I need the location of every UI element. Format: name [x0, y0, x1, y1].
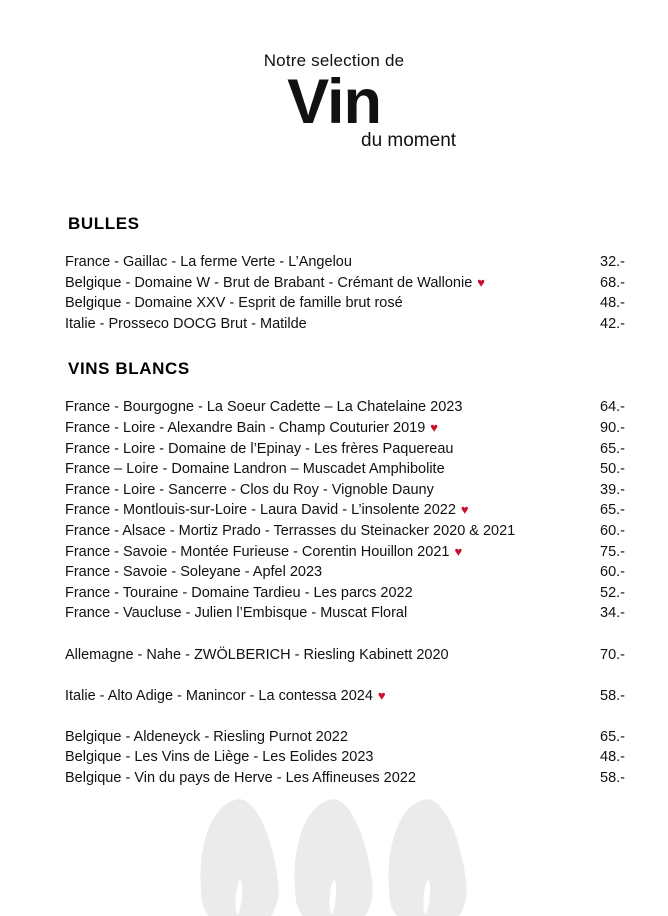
menu-item-price: 75.- [600, 543, 625, 560]
heart-icon: ♥ [454, 543, 463, 559]
menu-row-spacer [0, 706, 668, 727]
menu-item-price: 70.- [600, 646, 625, 663]
menu-item-name: France - Gaillac - La ferme Verte - L’Angelou [65, 254, 352, 270]
heart-icon: ♥ [377, 687, 386, 703]
menu-item-price: 68.- [600, 274, 625, 291]
heart-icon: ♥ [477, 274, 485, 290]
menu-item-name: Italie - Prosseco DOCG Brut - Matilde [65, 315, 307, 332]
menu-item-row[interactable] [0, 747, 668, 768]
menu-item-name: Belgique - Domaine XXV - Esprit de famille brut rosé [65, 295, 403, 312]
menu-item-row[interactable] [0, 314, 668, 335]
menu-item-label [65, 500, 469, 521]
menu-item-price: 32.- [600, 254, 625, 270]
menu-item-row[interactable] [0, 293, 668, 314]
menu-item-name: France - Savoie - Soleyane - Apfel 2023 [65, 564, 323, 581]
menu-item-name: France - Loire - Domaine de l’Epinay - Les frères Paquereau [65, 440, 454, 457]
menu-item-label [65, 418, 438, 439]
menu-item-row[interactable] [0, 480, 668, 501]
menu-item-label [65, 459, 445, 480]
menu-item-row[interactable] [0, 418, 668, 439]
menu-item-name: France - Vaucluse - Julien l’Embisque - Muscat Floral [65, 605, 408, 622]
menu-item-row[interactable] [0, 439, 668, 460]
menu-subtitle: du moment [361, 130, 457, 151]
section-heading: VINS BLANCS [68, 359, 190, 379]
menu-item-row[interactable] [0, 603, 668, 624]
menu-item-row[interactable] [0, 727, 668, 748]
menu-item-price: 90.- [600, 419, 625, 436]
menu-item-label [65, 273, 485, 294]
menu-item-price: 60.- [600, 522, 625, 539]
menu-row-spacer [0, 665, 668, 686]
menu-item-label [65, 293, 403, 314]
menu-item-name: Belgique - Les Vins de Liège - Les Eolides 2023 [65, 749, 374, 766]
heart-icon: ♥ [430, 419, 438, 435]
menu-item-label [65, 747, 373, 768]
menu-item-label [65, 727, 348, 748]
menu-title-block [0, 0, 668, 157]
menu-item-price: 65.- [600, 728, 625, 745]
menu-item-price: 50.- [600, 461, 625, 478]
leaf-shape-icon [190, 796, 284, 916]
menu-item-label [65, 542, 462, 563]
menu-item-label [65, 603, 407, 624]
menu-row-list [0, 397, 668, 788]
menu-item-row[interactable] [0, 252, 668, 273]
menu-item-label [65, 686, 386, 707]
menu-item-row[interactable] [0, 397, 668, 418]
menu-item-price: 48.- [600, 749, 625, 766]
menu-item-row[interactable] [0, 500, 668, 521]
menu-item-label [65, 645, 449, 666]
menu-row-spacer [0, 624, 668, 645]
menu-item-name: Belgique - Domaine W - Brut de Brabant - Crémant de Wallonie [65, 274, 473, 291]
menu-item-price: 52.- [600, 584, 625, 601]
menu-row-list [0, 252, 668, 334]
menu-item-row[interactable] [0, 768, 668, 789]
menu-item-price: 58.- [600, 687, 625, 704]
leaf-shape-icon [378, 796, 472, 916]
menu-item-name: France – Loire - Domaine Landron – Muscadet Amphibolite [65, 461, 445, 478]
menu-item-label [65, 583, 413, 604]
menu-item-name: Belgique - Aldeneyck - Riesling Purnot 2022 [65, 728, 348, 745]
menu-item-label [65, 480, 434, 501]
menu-item-name: France - Savoie - Montée Furieuse - Corentin Houillon 2021 [65, 543, 450, 560]
page-title: Vin [287, 67, 381, 137]
menu-item-name: France - Montlouis-sur-Loire - Laura David - L’insolente 2022 [65, 502, 456, 519]
menu-item-name: France - Loire - Alexandre Bain - Champ Couturier 2019 [65, 419, 426, 436]
menu-item-row[interactable] [0, 273, 668, 294]
menu-title-row [0, 67, 668, 137]
menu-item-row[interactable] [0, 562, 668, 583]
menu-item-price: 64.- [600, 399, 625, 416]
menu-item-label [65, 397, 462, 418]
section-heading: BULLES [68, 214, 140, 233]
heart-icon: ♥ [460, 502, 469, 518]
menu-item-price: 39.- [600, 481, 625, 498]
menu-sections [0, 215, 668, 789]
menu-item-name: France - Bourgogne - La Soeur Cadette – La Chatelaine 2023 [65, 399, 463, 416]
menu-item-row[interactable] [0, 583, 668, 604]
menu-item-row[interactable] [0, 645, 668, 666]
menu-item-label [65, 521, 515, 542]
menu-item-label [65, 768, 416, 789]
menu-item-label [65, 252, 352, 273]
menu-item-price: 42.- [600, 315, 625, 332]
menu-item-name: France - Alsace - Mortiz Prado - Terrasses du Steinacker 2020 & 2021 [65, 522, 516, 539]
menu-item-name: Belgique - Vin du pays de Herve - Les Affineuses 2022 [65, 770, 416, 787]
menu-item-label [65, 439, 453, 460]
menu-item-price: 60.- [600, 564, 625, 581]
menu-item-name: Italie - Alto Adige - Manincor - La contessa 2024 [65, 687, 373, 704]
leaf-watermark [0, 796, 668, 916]
leaf-shape-icon [284, 796, 378, 916]
menu-item-price: 65.- [600, 440, 625, 457]
menu-item-name: France - Touraine - Domaine Tardieu - Les parcs 2022 [65, 584, 413, 601]
menu-kicker: Notre selection de [263, 51, 405, 70]
menu-section [0, 215, 668, 334]
menu-item-price: 48.- [600, 295, 625, 312]
menu-item-price: 65.- [600, 502, 625, 519]
menu-item-row[interactable] [0, 459, 668, 480]
menu-item-label [65, 314, 307, 335]
menu-item-name: Allemagne - Nahe - ZWÖLBERICH - Riesling Kabinett 2020 [65, 646, 449, 663]
menu-item-row[interactable] [0, 521, 668, 542]
menu-section [0, 360, 668, 788]
menu-item-row[interactable] [0, 542, 668, 563]
menu-item-price: 58.- [600, 770, 625, 787]
menu-item-label [65, 562, 322, 583]
menu-item-name: France - Loire - Sancerre - Clos du Roy - Vignoble Dauny [65, 481, 434, 498]
menu-item-price: 34.- [600, 605, 625, 622]
menu-item-row[interactable] [0, 686, 668, 707]
menu-subtitle-row [0, 130, 668, 157]
